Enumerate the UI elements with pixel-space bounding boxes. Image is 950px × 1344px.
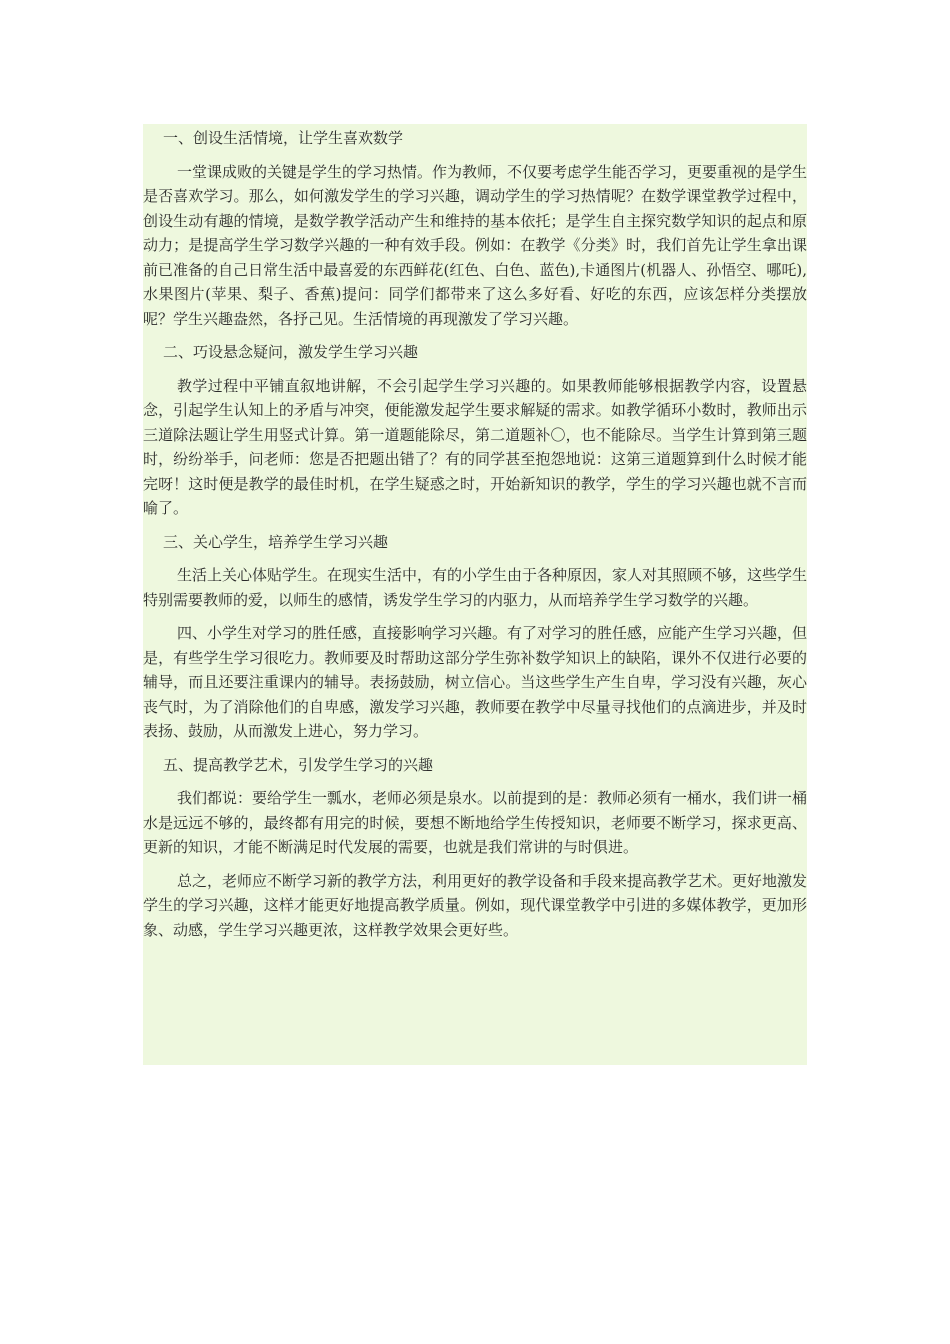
section-4-paragraph: 四、小学生对学习的胜任感，直接影响学习兴趣。有了对学习的胜任感，应能产生学习兴趣，但是，有些学生学习很吃力。教师要及时帮助这部分学生弥补数学知识上的缺陷，课外不仅进行必要的辅导，而且还要注重课内的辅导。表扬鼓励，树立信心。当这些学生产生自卑，学习没有兴趣，灰心丧气时，为了消除他们的自卑感，激发学习兴趣，教师要在教学中尽量寻找他们的点滴进步，并及时表扬、鼓励，从而激发上进心，努力学习。 bbox=[143, 624, 808, 740]
document-body bbox=[143, 126, 807, 951]
section-5-heading: 五、提高教学艺术，引发学生学习的兴趣 bbox=[163, 755, 434, 774]
section-3-heading: 三、关心学生，培养学生学习兴趣 bbox=[163, 532, 389, 551]
section-2-heading: 二、巧设悬念疑问，激发学生学习兴趣 bbox=[163, 343, 419, 361]
section-2-paragraph: 教学过程中平铺直叙地讲解，不会引起学生学习兴趣的。如果教师能够根据教学内容，设置悬念，引起学生认知上的矛盾与冲突，便能激发起学生要求解疑的需求。如教学循环小数时，教师出示三道除法题让学生用竖式计算。第一道题能除尽，第二道题补〇，也不能除尽。当学生计算到第三题时，纷纷举手，问老师：您是否把题出错了？有的同学甚至抱怨地说：这第三道题算到什么时候才能完呀！这时便是教学的最佳时机，在学生疑惑之时，开始新知识的教学，学生的学习兴趣也就不言而喻了。 bbox=[143, 376, 807, 517]
section-1-paragraph: 一堂课成败的关键是学生的学习热情。作为教师，不仅要考虑学生能否学习，更要重视的是学生是否喜欢学习。那么，如何激发学生的学习兴趣，调动学生的学习热情呢？在数学课堂教学过程中，创设生动有趣的情境，是数学教学活动产生和维持的基本依托；是学生自主探究数学知识的起点和原动力；是提高学生学习数学兴趣的一种有效手段。例如：在教学《分类》时，我们首先让学生拿出课前已准备的自己日常生活中最喜爱的东西鲜花(红色、白色、蓝色),卡通图片(机器人、孙悟空、哪吒),水果图片(苹果、梨子、香蕉)提问：同学们都带来了这么多好看、好吃的东西，应该怎样分类摆放呢？学生兴趣盎然，各抒己见。生活情境的再现激发了学习兴趣。 bbox=[143, 162, 808, 328]
section-5-paragraph: 我们都说：要给学生一瓢水，老师必须是泉水。以前提到的是：教师必须有一桶水，我们讲一桶水是远远不够的，最终都有用完的时候，要想不断地给学生传授知识，老师要不断学习，探求更高、更新的知识，才能不断满足时代发展的需要，也就是我们常讲的与时俱进。 bbox=[143, 789, 808, 856]
conclusion-paragraph: 总之，老师应不断学习新的教学方法，利用更好的教学设备和手段来提高教学艺术。更好地激发学生的学习兴趣，这样才能更好地提高教学质量。例如，现代课堂教学中引进的多媒体教学，更加形象、动感，学生学习兴趣更浓，这样教学效果会更好些。 bbox=[143, 871, 808, 939]
section-3-paragraph: 生活上关心体贴学生。在现实生活中，有的小学生由于各种原因，家人对其照顾不够，这些学生特别需要教师的爱，以师生的感情，诱发学生学习的内驱力，从而培养学生学习数学的兴趣。 bbox=[143, 566, 808, 609]
section-1-heading: 一、创设生活情境，让学生喜欢数学 bbox=[163, 129, 404, 147]
